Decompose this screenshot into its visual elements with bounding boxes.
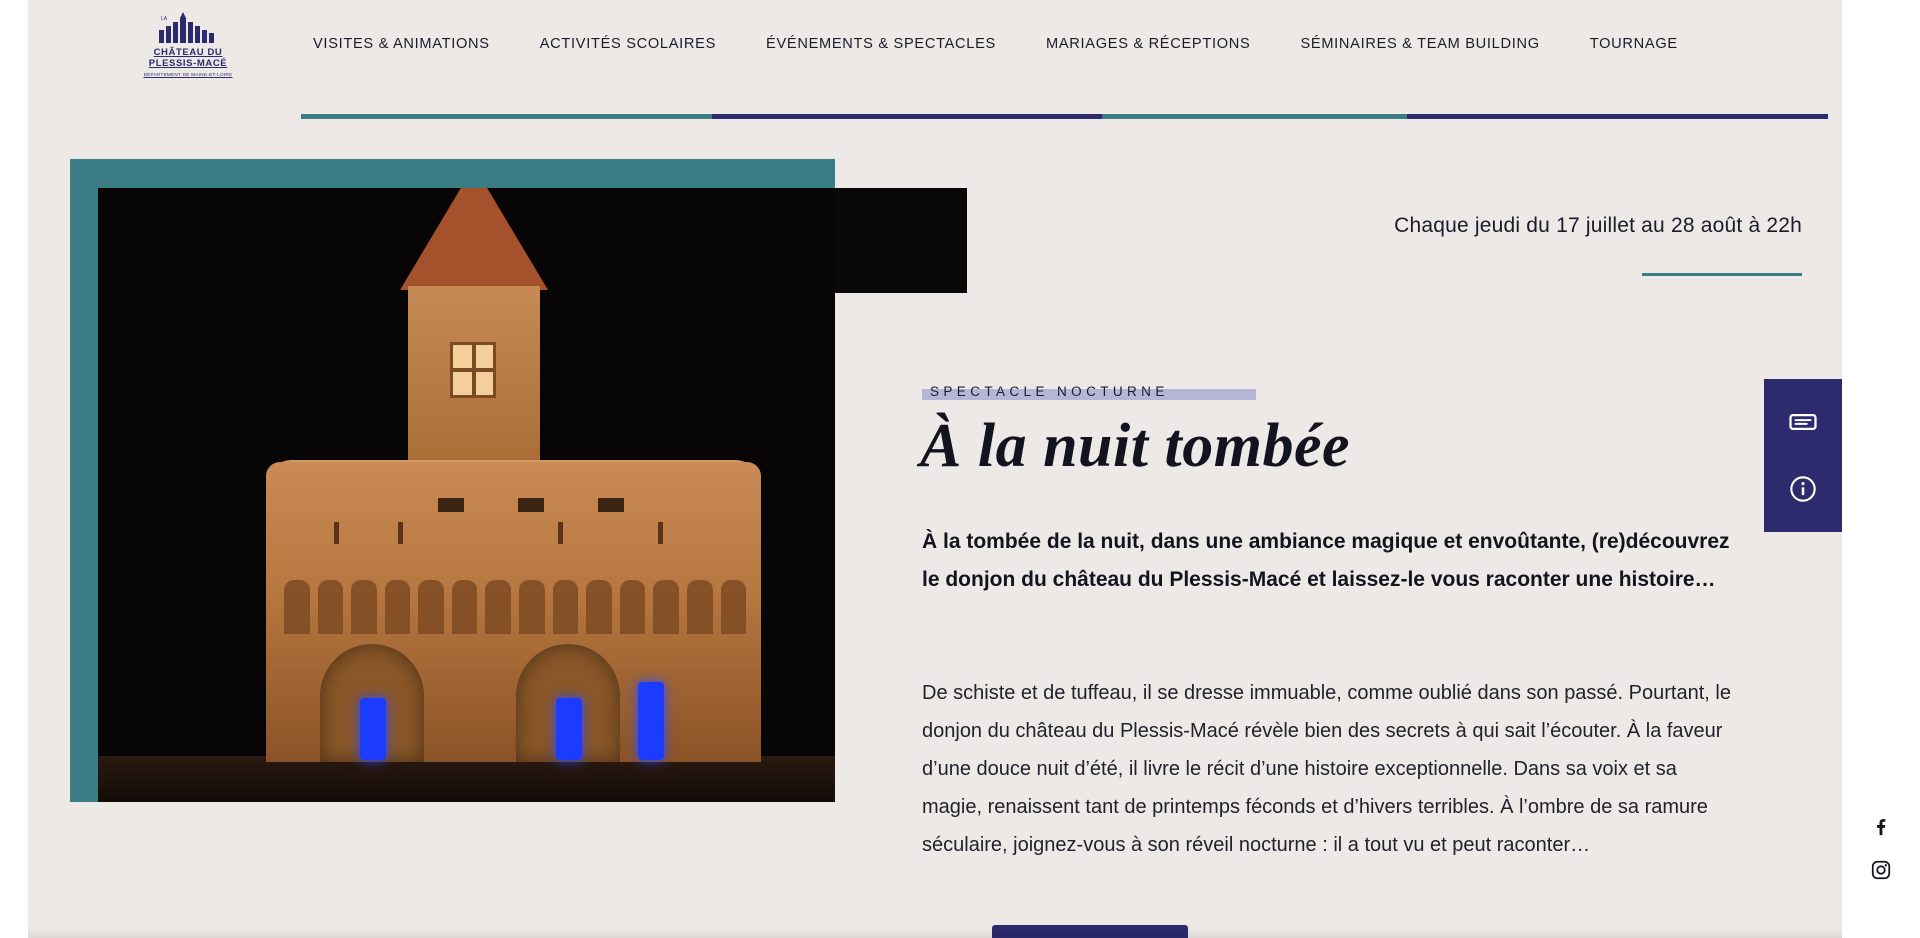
- nav-item-activites-scolaires[interactable]: ACTIVITÉS SCOLAIRES: [539, 36, 717, 52]
- nav-item-mariages-receptions[interactable]: MARIAGES & RÉCEPTIONS: [1045, 36, 1251, 52]
- blue-lit-door: [360, 698, 386, 760]
- body-paragraph: De schiste et de tuffeau, il se dresse immuable, comme oublié dans son passé. Pourtant, le donjon du château du Plessis-Macé révèle bien des secrets à qui sait l’écouter. À la faveur d’une douce nuit d’été, il livre le récit d’une histoire exceptionnelle. Dans sa voix et sa magie, renaissent tant de printemps féconds et d’hivers terribles. À l’ombre de sa ramure séculaire, joignez-vous à son réveil nocturne : il a tout vu et peut raconter…: [922, 682, 1731, 856]
- svg-text:LA: LA: [161, 16, 168, 22]
- arcade-arch: [721, 580, 747, 634]
- page-gutter-right: [1842, 0, 1920, 938]
- hero-image: [98, 188, 835, 802]
- site-logo[interactable]: [140, 12, 236, 90]
- nav-color-bars: [301, 114, 1828, 119]
- site-logo-subtitle: DÉPARTEMENT DE MAINE-ET-LOIRE: [143, 72, 233, 77]
- keep-merlon: [438, 498, 464, 512]
- wall-slit: [398, 522, 403, 544]
- nav-bar-4: [1407, 114, 1828, 119]
- keep-merlon: [518, 498, 544, 512]
- nav-item-evenements-spectacles[interactable]: ÉVÉNEMENTS & SPECTACLES: [766, 36, 996, 52]
- instagram-icon: [1870, 859, 1892, 881]
- event-dates: Chaque jeudi du 17 juillet au 28 août à 22h: [1394, 214, 1802, 237]
- side-action-panel: [1764, 379, 1842, 532]
- page-gutter-left: [0, 0, 28, 938]
- site-logo-name: CHÂTEAU DU PLESSIS-MACÉ: [148, 47, 228, 69]
- arcade-arch: [687, 580, 713, 634]
- page-title: À la nuit tombée: [920, 412, 1350, 480]
- eyebrow-label: SPECTACLE NOCTURNE: [930, 384, 1169, 399]
- wall-slit: [558, 522, 563, 544]
- facebook-link[interactable]: [1870, 815, 1892, 837]
- arcade-arch: [385, 580, 411, 634]
- hero-ground: [98, 756, 835, 802]
- nav-bar-1: [301, 114, 712, 119]
- arcade-arch: [653, 580, 679, 634]
- blue-lit-window: [638, 682, 664, 760]
- tower-roof: [400, 188, 548, 290]
- nav-bar-2: [712, 114, 1102, 119]
- intro-paragraph: À la tombée de la nuit, dans une ambiance magique et envoûtante, (re)découvrez le donjon du château du Plessis-Macé et laissez-le vous raconter une histoire…: [922, 530, 1730, 591]
- nav-bar-3: [1102, 114, 1407, 119]
- arcade-arch: [620, 580, 646, 634]
- page-bottom-shadow: [28, 928, 1842, 938]
- nav-item-tournage[interactable]: TOURNAGE: [1589, 36, 1678, 52]
- hero-image-notch: [835, 188, 967, 293]
- info-icon: [1789, 475, 1817, 503]
- arcade-arch: [351, 580, 377, 634]
- wall-slit: [334, 522, 339, 544]
- ticket-button[interactable]: [1780, 399, 1826, 445]
- wall-slit: [658, 522, 663, 544]
- ticket-icon: [1788, 407, 1818, 437]
- arcade-arch: [318, 580, 344, 634]
- arcade-arch: [452, 580, 478, 634]
- facebook-icon: [1870, 815, 1892, 837]
- event-dates-underline: [1642, 273, 1802, 276]
- social-links: [1852, 815, 1910, 881]
- keep-arcade: [284, 576, 746, 634]
- instagram-link[interactable]: [1870, 859, 1892, 881]
- blue-lit-door: [556, 698, 582, 760]
- arcade-arch: [553, 580, 579, 634]
- arcade-arch: [519, 580, 545, 634]
- arcade-arch: [586, 580, 612, 634]
- site-header: [28, 0, 1842, 113]
- tower-window: [450, 342, 496, 398]
- info-button[interactable]: [1780, 466, 1826, 512]
- keep-merlon: [598, 498, 624, 512]
- category-eyebrow: [922, 384, 1169, 399]
- arcade-arch: [284, 580, 310, 634]
- nav-item-seminaires-team-building[interactable]: SÉMINAIRES & TEAM BUILDING: [1300, 36, 1540, 52]
- arcade-arch: [418, 580, 444, 634]
- arcade-arch: [485, 580, 511, 634]
- castle-crest-icon: [157, 12, 219, 44]
- main-navigation: [288, 36, 1703, 52]
- nav-item-visites[interactable]: VISITES & ANIMATIONS: [313, 36, 490, 52]
